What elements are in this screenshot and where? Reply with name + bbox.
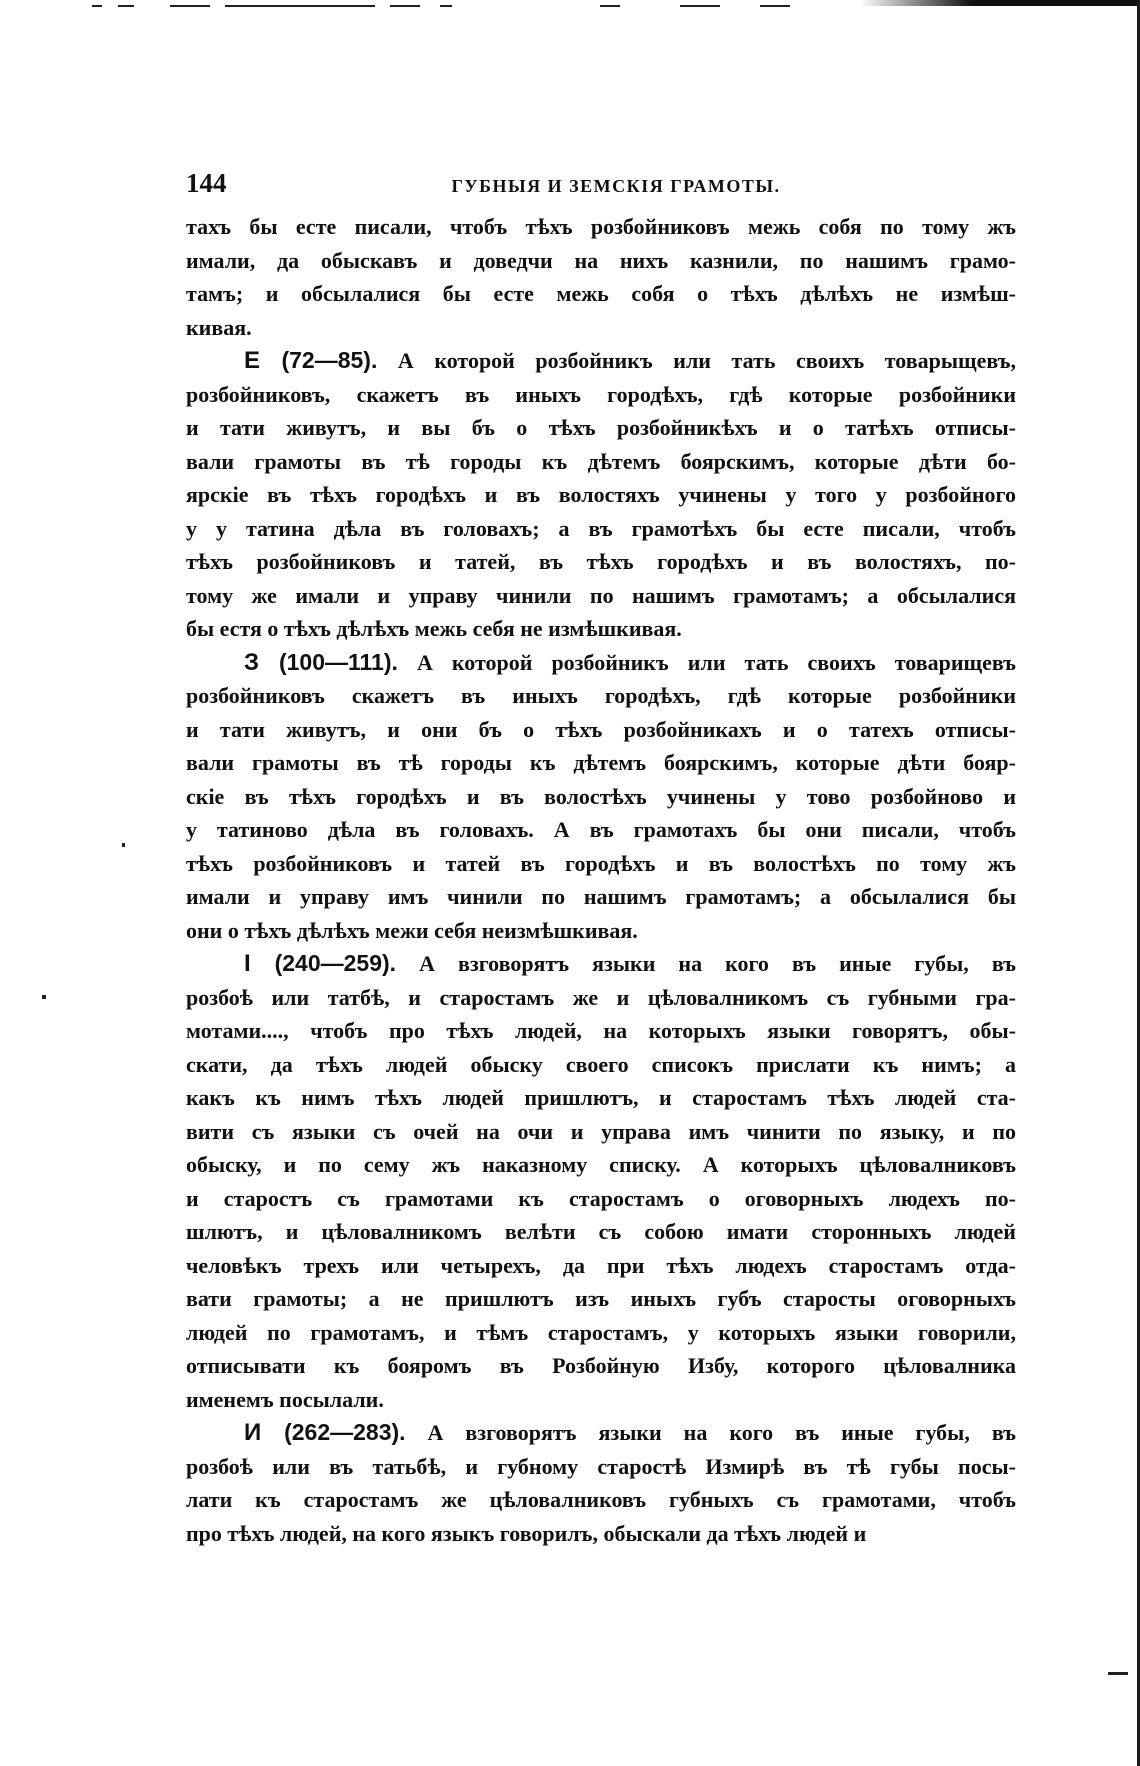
section-label: І: [244, 950, 251, 977]
page-number: 144: [186, 168, 227, 198]
section-label: И: [244, 1419, 262, 1446]
scan-top-edge: [0, 0, 1140, 14]
line-text: А взговорятъ языки на кого въ иные губы, въ: [405, 1420, 1016, 1445]
text-line: лати къ старостамъ же цѣловалниковъ губныхъ съ грамотами, чтобъ: [186, 1487, 1016, 1512]
scan-speck: [1108, 1672, 1128, 1675]
paragraph: [186, 344, 1016, 646]
text-line: они о тѣхъ дѣлѣхъ межи себя неизмѣшкивая.: [186, 917, 638, 943]
section-range: (100—111).: [259, 648, 398, 675]
text-line: розбоѣ или въ татьбѣ, и губному старостѣ Измирѣ въ тѣ губы посы-: [186, 1453, 1016, 1479]
text-line: какъ къ нимъ тѣхъ людей пришлютъ, и старостамъ тѣхъ людей ста-: [186, 1085, 1016, 1110]
text-line: и тати живутъ, и вы бъ о тѣхъ розбойникѣхъ и о татѣхъ отписы-: [186, 415, 1016, 440]
text-line: бы естя о тѣхъ дѣлѣхъ межь себя не измѣшкивая.: [186, 616, 682, 641]
text-line: розбойниковъ, скажетъ въ иныхъ городѣхъ, гдѣ которые розбойники: [186, 381, 1016, 407]
text-line: тахъ бы есте писали, чтобъ тѣхъ розбойниковъ межь собя по тому жъ: [186, 214, 1016, 239]
text-line: розбоѣ или татбѣ, и старостамъ же и цѣловалникомъ съ губными гра-: [186, 984, 1016, 1010]
page-body: [186, 168, 1016, 1550]
section-label: З: [244, 648, 260, 676]
line-text: А которой розбойникъ или тать своихъ товарыщевъ,: [377, 348, 1016, 373]
section-range: (262—283).: [261, 1419, 406, 1445]
text-line: отписывати къ бояромъ въ Розбойную Избу, которого цѣловалника: [186, 1353, 1016, 1378]
text-line: и старостъ съ грамотами къ старостамъ о оговорныхъ людехъ по-: [186, 1185, 1016, 1211]
scan-speck: [122, 843, 125, 847]
text-line: у татиново дѣла въ головахъ. А въ грамотахъ бы они писали, чтобъ: [186, 817, 1016, 842]
section-range: (240—259).: [250, 950, 397, 976]
text-line: вати грамоты; а не пришлютъ изъ иныхъ губъ старосты оговорныхъ: [186, 1286, 1016, 1311]
paragraph: [186, 1416, 1016, 1550]
text-line: вали грамоты въ тѣ городы къ дѣтемъ боярскимъ, которые дѣти бо-: [186, 448, 1016, 474]
text-line: тѣхъ розбойниковъ и татей, въ тѣхъ городѣхъ и въ волостяхъ, по-: [186, 549, 1016, 574]
text-line: розбойниковъ скажетъ въ иныхъ городѣхъ, гдѣ которые розбойники: [186, 683, 1016, 708]
line-text: А которой розбойникъ или тать своихъ товарищевъ: [397, 649, 1016, 675]
text-line: вали грамоты въ тѣ городы къ дѣтемъ боярскимъ, которые дѣти бояр-: [186, 750, 1016, 775]
text-line: тѣхъ розбойниковъ и татей въ городѣхъ и въ волостѣхъ по тому жъ: [186, 850, 1016, 876]
text-line: про тѣхъ людей, на кого языкъ говорилъ, обыскали да тѣхъ людей и: [186, 1520, 867, 1546]
text-line: [186, 1416, 1016, 1450]
line-text: А взговорятъ языки на кого въ иные губы, въ: [396, 951, 1016, 976]
running-title: ГУБНЫЯ И ЗЕМСКІЯ ГРАМОТЫ.: [451, 176, 781, 196]
text-line: людей по грамотамъ, и тѣмъ старостамъ, у которыхъ языки говорили,: [186, 1319, 1016, 1345]
text-line: и тати живутъ, и они бъ о тѣхъ розбойникахъ и о татехъ отписы-: [186, 716, 1016, 742]
text-line: [186, 646, 1016, 680]
paragraph: [186, 210, 1016, 344]
text-line: вити съ языки съ очей на очи и управа имъ чинити по языку, и по: [186, 1118, 1016, 1144]
text-line: [186, 947, 1016, 981]
paragraph: [186, 947, 1016, 1416]
text-line: кивая.: [186, 314, 252, 340]
section-range: (72—85).: [260, 347, 378, 373]
text-line: имали, да обыскавъ и доведчи на нихъ казнили, по нашимъ грамо-: [186, 247, 1016, 273]
paragraph: [186, 646, 1016, 948]
text-line: у у татина дѣла въ головахъ; а въ грамотѣхъ бы есте писали, чтобъ: [186, 515, 1016, 541]
section-label: Е: [244, 347, 261, 374]
text-line: обыску, и по сему жъ наказному списку. А которыхъ цѣловалниковъ: [186, 1152, 1016, 1177]
text-body: [186, 210, 1016, 1550]
text-line: человѣкъ трехъ или четырехъ, да при тѣхъ людехъ старостамъ отда-: [186, 1252, 1016, 1278]
text-line: скати, да тѣхъ людей обыску своего списокъ прислати къ нимъ; а: [186, 1051, 1016, 1077]
running-head: [186, 168, 1016, 210]
text-line: тамъ; и обсылалися бы есте межь собя о тѣхъ дѣлѣхъ не измѣш-: [186, 281, 1016, 306]
text-line: тому же имали и управу чинили по нашимъ грамотамъ; а обсылалися: [186, 582, 1016, 608]
scan-speck: [42, 995, 46, 999]
text-line: ярскіе въ тѣхъ городѣхъ и въ волостяхъ учинены у того у розбойного: [186, 482, 1016, 507]
text-line: [186, 344, 1016, 378]
text-line: мотами...., чтобъ про тѣхъ людей, на которыхъ языки говорятъ, обы-: [186, 1018, 1016, 1043]
text-line: имали и управу имъ чинили по нашимъ грамотамъ; а обсылалися бы: [186, 884, 1016, 909]
text-line: именемъ посылали.: [186, 1386, 384, 1412]
text-line: шлютъ, и цѣловалникомъ велѣти съ собою имати сторонныхъ людей: [186, 1219, 1016, 1244]
text-line: скіе въ тѣхъ городѣхъ и въ волостѣхъ учинены у тово розбойново и: [186, 783, 1016, 809]
